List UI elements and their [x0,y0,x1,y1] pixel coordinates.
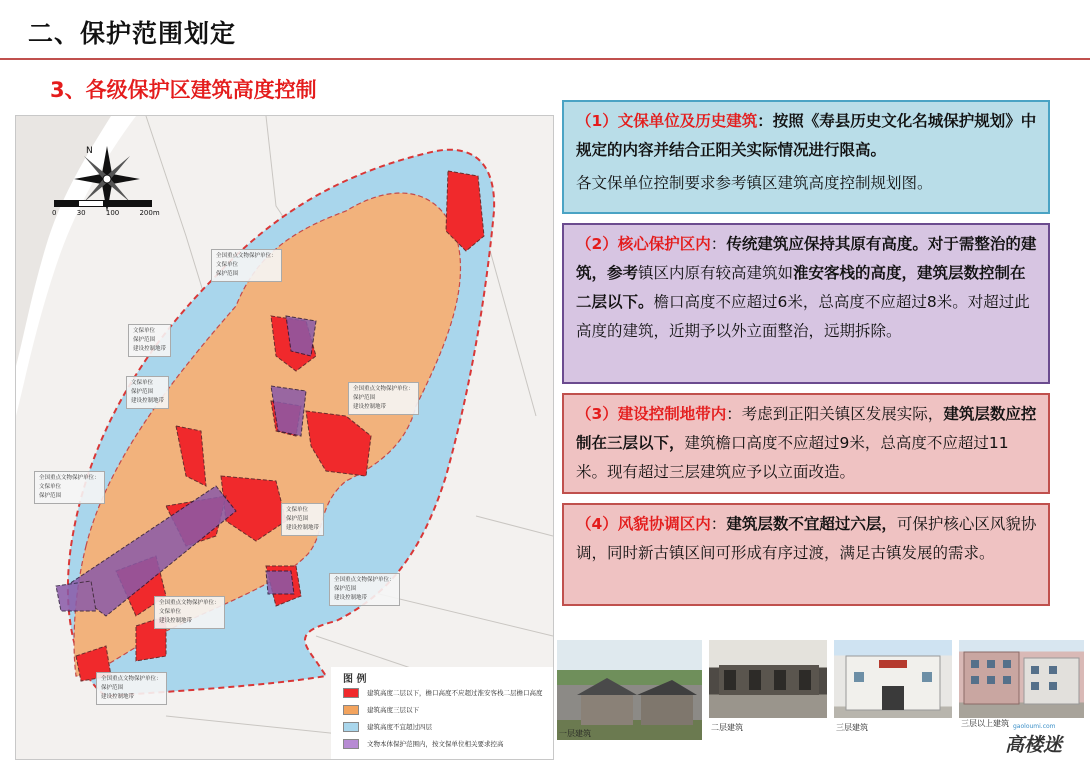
note-line: 全国重点文物保护单位： [101,676,162,682]
note-line: 文保单位 [159,609,182,615]
note-line: 全国重点文物保护单位： [159,600,220,606]
rule-text-bold: 传统建筑应保持其原有高度。对于需整治的建筑，参考 [576,235,1037,282]
note-line: 保护范围 [286,516,309,522]
note-line: 建设控制地带 [101,694,135,700]
rule-heading: （2）核心保护区内 [576,235,711,253]
map-note [34,471,105,504]
note-line: 保护范围 [101,685,124,691]
legend-label: 建筑高度不宜超过四层 [367,723,432,731]
section-subtitle: 3、各级保护区建筑高度控制 [50,78,317,102]
note-line: 保护范围 [353,395,376,401]
rule-text-bold: 淮安客栈的高度，建筑层数控制在二层以下。 [576,264,1026,311]
north-label: N [86,146,93,156]
legend-swatch [343,705,359,715]
height-control-map [15,115,554,760]
rule-text-bold: 建筑层数不宜超过六层， [726,515,897,533]
rule-text: 檐口高度不应超过6米，总高度不应超过8米。对超过此高度的建筑，近期予以外立面整治，远期拆除。 [576,293,1030,340]
legend-item [343,739,504,749]
legend-swatch [343,688,359,698]
map-note [126,376,169,409]
photo-caption: 三层建筑 [836,723,868,732]
map-note [154,596,225,629]
scale-bar [54,200,152,207]
scale-label: 200m [139,209,160,217]
note-line: 建设控制地带 [131,398,165,404]
note-line: 保护范围 [39,493,62,499]
map-legend [331,667,553,759]
legend-item [343,688,543,698]
scale-label: 0 [52,209,57,217]
legend-label: 建筑高度二层以下，檐口高度不应超过淮安客栈二层檐口高度 [367,689,543,697]
note-line: 建设控制地带 [133,346,167,352]
slide-title: 二、保护范围划定 [28,19,237,48]
note-line: 全国重点文物保护单位： [353,386,414,392]
legend-swatch [343,722,359,732]
note-line: 全国重点文物保护单位： [334,577,395,583]
rule-text: ：考虑到正阳关镇区发展实际， [726,405,944,423]
map-note [211,249,282,282]
photo-two-story [709,640,827,718]
scale-label: 30 [76,209,86,217]
rule-text: ： [710,515,727,533]
note-line: 全国重点文物保护单位： [216,253,277,259]
slide-header [0,0,1090,60]
rule-text: 可保护核心区风貌协调，同时新古镇区间可形成有序过渡，满足古镇发展的需求。 [576,515,1037,562]
note-line: 保护范围 [133,337,156,343]
rule-text-bold: 建筑层数应控制在三层以下， [576,405,1037,452]
rule-heading: （4）风貌协调区内 [576,515,711,533]
scale-labels [52,209,178,217]
watermark-url: gaoloumi.com [1013,723,1056,730]
rule-text: 镇区内原有较高建筑如 [638,264,794,282]
header-divider [0,58,1090,60]
note-line: 文保单位 [131,380,154,386]
legend-swatch [343,739,359,749]
note-line: 保护范围 [131,389,154,395]
legend-label: 文物本体保护范围内，按文保单位相关要求控高 [367,740,504,748]
note-line: 保护范围 [216,271,239,277]
rule-heading: （1）文保单位及历史建筑 [576,112,758,130]
note-line: 建设控制地带 [334,595,368,601]
legend-title: 图 例 [343,674,367,685]
watermark-logo: 高楼迷 [1005,734,1063,756]
note-line: 建设控制地带 [286,525,320,531]
photo-caption: 一层建筑 [559,729,591,738]
map-note [128,324,171,357]
note-line: 全国重点文物保护单位： [39,475,100,481]
rule-box-construction [562,393,1050,494]
rule-box-townscape [562,503,1050,606]
rule-text: 各文保单位控制要求参考镇区建筑高度控制规划图。 [576,174,933,192]
rule-box-heritage [562,100,1050,214]
photo-above-three-story [959,640,1084,718]
photo-one-story [557,640,702,740]
note-line: 文保单位 [133,328,156,334]
photo-caption: 三层以上建筑 [961,719,1009,728]
legend-item [343,705,419,715]
note-line: 建设控制地带 [353,404,387,410]
rule-box-core [562,223,1050,384]
note-line: 文保单位 [216,262,239,268]
note-line: 保护范围 [334,586,357,592]
note-line: 文保单位 [286,507,309,513]
legend-label: 建筑高度三层以下 [367,706,419,714]
note-line: 建设控制地带 [159,618,193,624]
legend-item [343,722,432,732]
photo-three-story [834,640,952,718]
rule-heading: （3）建设控制地带内 [576,405,727,423]
map-note [96,672,167,705]
map-note [281,503,324,536]
rule-text: ：按照《寿县历史文化名城保护规划》中规定的内容并结合正阳关实际情况进行限高。 [576,112,1037,159]
map-note [348,382,419,415]
scale-label: 100 [105,209,120,217]
photo-caption: 二层建筑 [711,723,743,732]
rule-text: 建筑檐口高度不应超过9米，总高度不应超过11米。现有超过三层建筑应予以立面改造。 [576,434,1009,481]
note-line: 文保单位 [39,484,62,490]
rule-text: ： [710,235,727,253]
map-note [329,573,400,606]
